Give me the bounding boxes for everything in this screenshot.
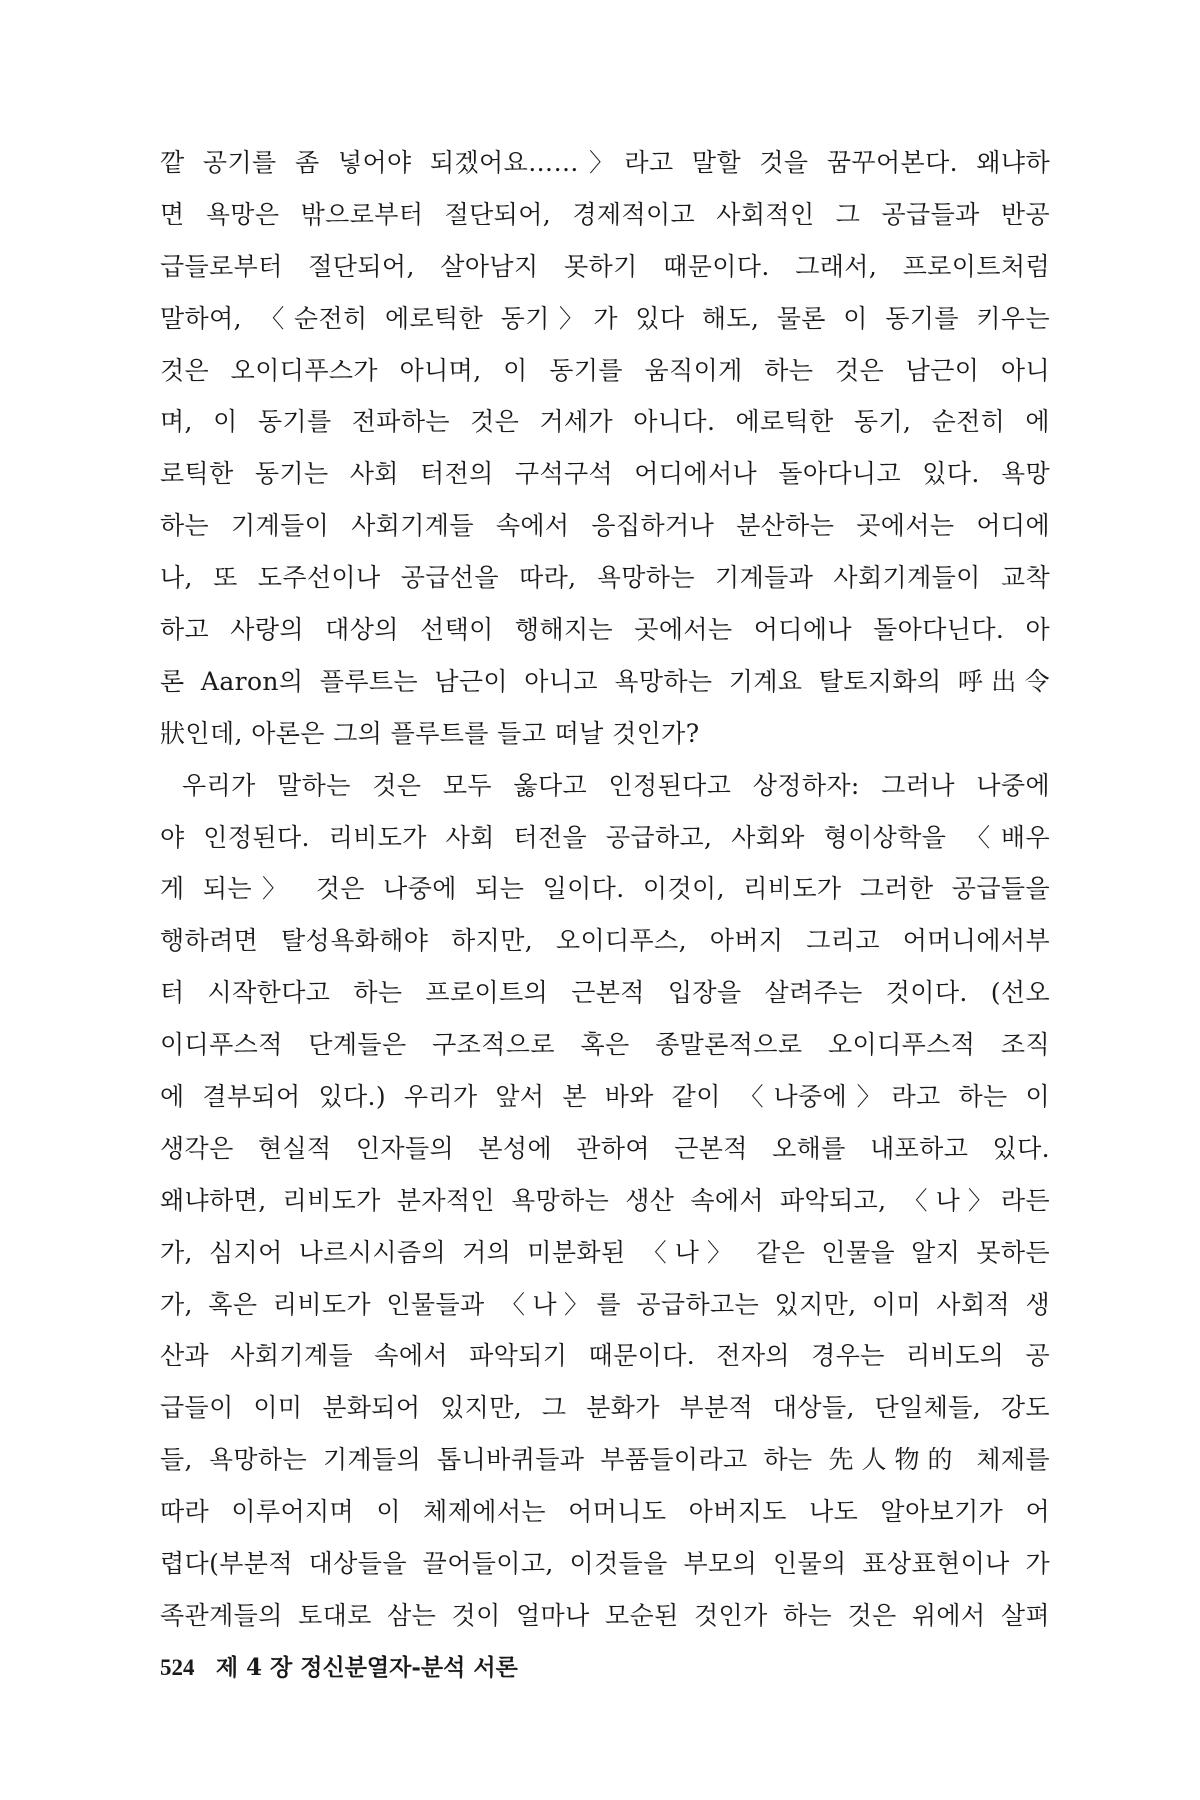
page-number: 524: [160, 1655, 195, 1680]
text-line: 렵다(부분적 대상들을 끌어들이고, 이것들을 부모의 인물의 표상표현이나 가: [160, 1549, 1050, 1579]
text-line: 게 되는〉 것은 나중에 되는 일이다. 이것이, 리비도가 그러한 공급들을: [160, 874, 1050, 904]
text-line: 말하여, 〈순전히 에로틱한 동기〉가 있다 해도, 물론 이 동기를 키우는: [160, 303, 1050, 333]
text-line: 급들로부터 절단되어, 살아남지 못하기 때문이다. 그래서, 프로이트처럼: [160, 251, 1050, 281]
text-line: 나, 또 도주선이나 공급선을 따라, 욕망하는 기계들과 사회기계들이 교착: [160, 563, 1050, 593]
text-line: 로틱한 동기는 사회 터전의 구석구석 어디에서나 돌아다니고 있다. 욕망: [160, 459, 1050, 489]
text-line: 생각은 현실적 인자들의 본성에 관하여 근본적 오해를 내포하고 있다.: [160, 1133, 1050, 1163]
text-line: 가, 심지어 나르시시즘의 거의 미분화된 〈나〉 같은 인물을 알지 못하든: [160, 1237, 1050, 1267]
page-footer: [160, 1650, 518, 1686]
text-line: 산과 사회기계들 속에서 파악되기 때문이다. 전자의 경우는 리비도의 공: [160, 1341, 1050, 1371]
text-line: 왜냐하면, 리비도가 분자적인 욕망하는 생산 속에서 파악되고, 〈나〉라든: [160, 1185, 1050, 1215]
text-line: 에 결부되어 있다.) 우리가 앞서 본 바와 같이 〈나중에〉라고 하는 이: [160, 1082, 1050, 1112]
text-line: 면 욕망은 밖으로부터 절단되어, 경제적이고 사회적인 그 공급들과 반공: [160, 199, 1050, 229]
text-line: 터 시작한다고 하는 프로이트의 근본적 입장을 살려주는 것이다. (선오: [160, 978, 1050, 1008]
text-line: 가, 혹은 리비도가 인물들과 〈나〉를 공급하고는 있지만, 이미 사회적 생: [160, 1289, 1050, 1319]
text-line: 狀인데, 아론은 그의 플루트를 들고 떠날 것인가?: [160, 718, 700, 748]
body-text: [160, 137, 1050, 1642]
text-line: 따라 이루어지며 이 체제에서는 어머니도 아버지도 나도 알아보기가 어: [160, 1497, 1050, 1527]
text-line: 하는 기계들이 사회기계들 속에서 응집하거나 분산하는 곳에서는 어디에: [160, 511, 1050, 541]
text-line: 것은 오이디푸스가 아니며, 이 동기를 움직이게 하는 것은 남근이 아니: [160, 355, 1050, 385]
text-line: 행하려면 탈성욕화해야 하지만, 오이디푸스, 아버지 그리고 어머니에서부: [160, 926, 1050, 956]
text-line: 우리가 말하는 것은 모두 옳다고 인정된다고 상정하자: 그러나 나중에: [182, 770, 1050, 800]
text-line: 론 Aaron의 플루트는 남근이 아니고 욕망하는 기계요 탈토지화의 呼出令: [160, 666, 1050, 696]
text-line: 들, 욕망하는 기계들의 톱니바퀴들과 부품들이라고 하는 先人物的 체제를: [160, 1445, 1050, 1475]
text-line: 야 인정된다. 리비도가 사회 터전을 공급하고, 사회와 형이상학을 〈배우: [160, 822, 1050, 852]
text-line: 급들이 이미 분화되어 있지만, 그 분화가 부분적 대상들, 단일체들, 강도: [160, 1393, 1050, 1423]
text-line: 이디푸스적 단계들은 구조적으로 혹은 종말론적으로 오이디푸스적 조직: [160, 1030, 1050, 1060]
text-line: 하고 사랑의 대상의 선택이 행해지는 곳에서는 어디에나 돌아다닌다. 아: [160, 615, 1050, 645]
text-line: 깥 공기를 좀 넣어야 되겠어요……〉라고 말할 것을 꿈꾸어본다. 왜냐하: [160, 148, 1050, 177]
text-line: 며, 이 동기를 전파하는 것은 거세가 아니다. 에로틱한 동기, 순전히 에: [160, 407, 1050, 437]
text-line: 족관계들의 토대로 삼는 것이 얼마나 모순된 것인가 하는 것은 위에서 살펴: [160, 1600, 1050, 1630]
running-head: 제 4 장 정신분열자-분석 서론: [215, 1654, 518, 1681]
